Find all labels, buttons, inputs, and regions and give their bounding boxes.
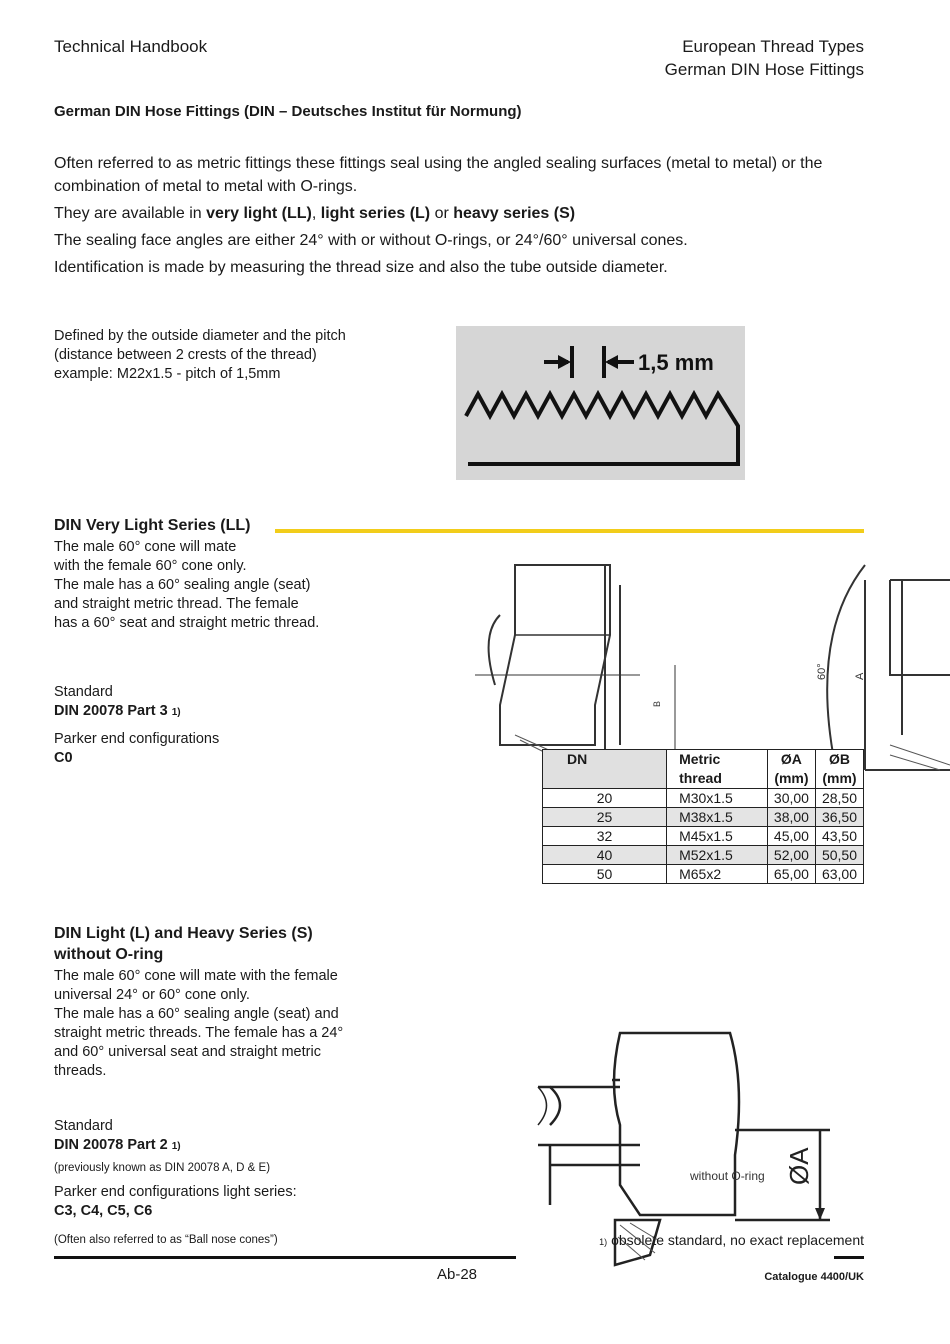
footnote-mark: 1) xyxy=(599,1237,608,1247)
intro-p2-prefix: They are available in xyxy=(54,205,207,222)
intro-p2 xyxy=(54,202,854,225)
table-cell: 30,00 xyxy=(767,789,815,808)
ls-previously: (previously known as DIN 20078 A, D & E) xyxy=(54,1162,271,1174)
intro-p2-sep1: , xyxy=(311,205,321,222)
ls-line: The male 60° cone will mate with the female xyxy=(54,968,338,984)
pitch-figure-label: 1,5 mm xyxy=(638,350,714,375)
table-cell: 25 xyxy=(543,808,667,827)
intro-p2-sep2: or xyxy=(430,205,454,222)
ls-line: straight metric threads. The female has a 24° xyxy=(54,1025,344,1041)
footnote-text: obsolete standard, no exact replacement xyxy=(611,1232,864,1248)
footer-rule-right xyxy=(834,1256,864,1259)
dn-header-a xyxy=(767,750,815,789)
table-cell: M52x1.5 xyxy=(667,846,768,865)
ll-line: has a 60° seat and straight metric thread. xyxy=(54,615,320,631)
dn-header-thread xyxy=(667,750,768,789)
ls-standard xyxy=(54,1117,297,1250)
table-cell: 50 xyxy=(543,865,667,884)
pitch-description xyxy=(54,327,346,384)
header-right xyxy=(665,35,864,81)
ls-config-value: C3, C4, C5, C6 xyxy=(54,1203,153,1219)
dn-table xyxy=(542,749,864,884)
ls-diagram-caption: without O-ring xyxy=(690,1169,765,1183)
pitch-line3: example: M22x1.5 - pitch of 1,5mm xyxy=(54,366,281,382)
header-right-line2: German DIN Hose Fittings xyxy=(664,60,864,79)
dn-header-line: ØA xyxy=(780,751,802,767)
section-rule xyxy=(275,529,864,533)
pitch-line1: Defined by the outside diameter and the pitch xyxy=(54,328,346,344)
dn-header-line: (mm) xyxy=(774,770,809,786)
table-cell: 36,50 xyxy=(815,808,863,827)
dn-header-line: ØB xyxy=(828,751,850,767)
footnote xyxy=(599,1232,864,1248)
intro-p3: The sealing face angles are either 24° with or without O-rings, or 24°/60° universal cones. xyxy=(54,232,688,249)
intro xyxy=(54,152,854,279)
intro-p1: Often referred to as metric fittings these fittings seal using the angled sealing surfaces (metal to metal) or the combination of metal to metal with O-rings. xyxy=(54,155,823,195)
table-cell: M45x1.5 xyxy=(667,827,768,846)
ls-description xyxy=(54,967,343,1081)
table-cell: M38x1.5 xyxy=(667,808,768,827)
ll-line: with the female 60° cone only. xyxy=(54,558,247,574)
ls-standard-note: 1) xyxy=(171,1141,181,1152)
ls-line: universal 24° or 60° cone only. xyxy=(54,987,250,1003)
pitch-line2: (distance between 2 crests of the thread) xyxy=(54,347,317,363)
intro-p2-very-light: very light (LL) xyxy=(206,205,312,222)
ll-standard-label: Standard xyxy=(54,684,113,700)
table-cell: 38,00 xyxy=(767,808,815,827)
ls-heading-line1: DIN Light (L) and Heavy Series (S) xyxy=(54,925,313,942)
ll-diagram-angle: 60° xyxy=(816,663,828,680)
ls-heading-line2: without O-ring xyxy=(54,946,164,963)
table-cell: 43,50 xyxy=(815,827,863,846)
table-cell: 65,00 xyxy=(767,865,815,884)
ll-diagram-a: A xyxy=(854,672,866,680)
thread-pitch-figure xyxy=(456,326,745,480)
table-cell: 20 xyxy=(543,789,667,808)
table-cell: 40 xyxy=(543,846,667,865)
dn-header-line: Metric xyxy=(679,751,721,767)
intro-p2-heavy: heavy series (S) xyxy=(453,205,576,222)
ls-standard-label: Standard xyxy=(54,1118,113,1134)
ls-heading xyxy=(54,923,313,965)
page-number: Ab-28 xyxy=(437,1266,478,1283)
dn-header-line: thread xyxy=(679,770,722,786)
dn-header-line: DN xyxy=(567,751,588,767)
table-cell: 28,50 xyxy=(815,789,863,808)
ll-config-value: C0 xyxy=(54,750,73,766)
ls-diagram-label: ØA xyxy=(784,1147,814,1185)
ll-heading: DIN Very Light Series (LL) xyxy=(54,517,251,534)
header-right-line1: European Thread Types xyxy=(682,37,864,56)
ll-line: and straight metric thread. The female xyxy=(54,596,299,612)
dn-table-header xyxy=(543,750,864,789)
table-cell: M65x2 xyxy=(667,865,768,884)
header-left: Technical Handbook xyxy=(54,37,208,56)
ll-standard xyxy=(54,683,219,768)
ls-line: threads. xyxy=(54,1063,107,1079)
table-row xyxy=(543,808,864,827)
table-cell: 63,00 xyxy=(815,865,863,884)
table-row xyxy=(543,827,864,846)
table-cell: 52,00 xyxy=(767,846,815,865)
ls-standard-value: DIN 20078 Part 2 xyxy=(54,1137,168,1153)
footer-rule-left xyxy=(54,1256,516,1259)
ll-standard-note: 1) xyxy=(171,707,181,718)
catalogue-number: Catalogue 4400/UK xyxy=(764,1271,864,1283)
table-row xyxy=(543,865,864,884)
ll-standard-value: DIN 20078 Part 3 xyxy=(54,703,168,719)
table-cell: 32 xyxy=(543,827,667,846)
table-cell: 45,00 xyxy=(767,827,815,846)
ll-line: The male 60° cone will mate xyxy=(54,539,237,555)
table-cell: 50,50 xyxy=(815,846,863,865)
intro-p4: Identification is made by measuring the thread size and also the tube outside diameter. xyxy=(54,259,668,276)
ls-ballnose: (Often also referred to as “Ball nose cones”) xyxy=(54,1234,278,1246)
table-row xyxy=(543,789,864,808)
ls-line: The male has a 60° sealing angle (seat) and xyxy=(54,1006,339,1022)
intro-p2-light: light series (L) xyxy=(320,205,431,222)
dn-header-dn xyxy=(543,750,667,789)
page-title: German DIN Hose Fittings (DIN – Deutsches Institut für Normung) xyxy=(54,103,522,120)
ll-diagram-b: B xyxy=(652,700,662,707)
dn-header-line: (mm) xyxy=(822,770,857,786)
dn-header-b xyxy=(815,750,863,789)
table-row xyxy=(543,846,864,865)
ll-description xyxy=(54,538,319,633)
ls-line: and 60° universal seat and straight metric xyxy=(54,1044,321,1060)
ls-config-label: Parker end configurations light series: xyxy=(54,1184,297,1200)
ll-config-label: Parker end configurations xyxy=(54,731,220,747)
ll-line: The male has a 60° sealing angle (seat) xyxy=(54,577,311,593)
table-cell: M30x1.5 xyxy=(667,789,768,808)
